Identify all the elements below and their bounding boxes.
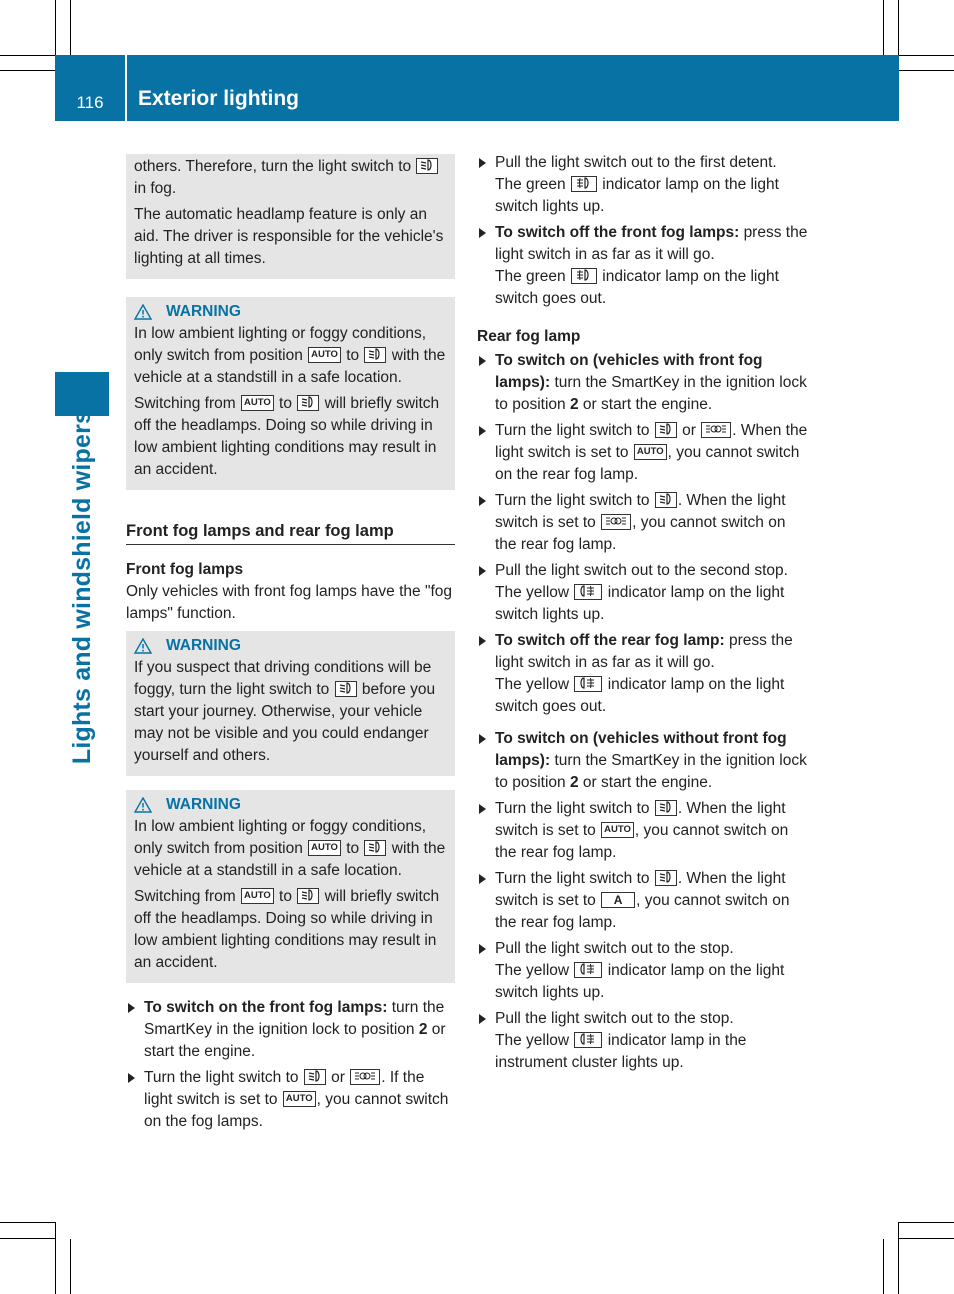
parking-lamps-symbol — [601, 514, 631, 530]
instruction-step: To switch on (vehicles with front fog lamps): turn the SmartKey in the ignition lock to position 2 or start the engine. — [477, 350, 809, 416]
crop-mark — [70, 0, 71, 55]
dipped-beam-symbol — [416, 158, 438, 174]
right-column — [477, 152, 809, 1078]
crop-mark — [899, 70, 954, 71]
dipped-beam-symbol — [655, 422, 677, 438]
instruction-step: Pull the light switch out to the stop. The yellow indicator lamp on the light switch lights up. — [477, 938, 809, 1004]
chapter-label: Lights and windshield wipers — [68, 409, 96, 765]
warning-box — [126, 790, 455, 983]
subsection-heading: Front fog lamps — [126, 561, 244, 578]
dipped-beam-symbol — [297, 395, 319, 411]
crop-mark — [0, 55, 55, 56]
instruction-step: Turn the light switch to . When the light switch is set to AUTO , you cannot switch on the rear fog lamp. — [477, 798, 809, 864]
warning-text: In low ambient lighting or foggy conditions, only switch from position AUTO to with the vehicle at a standstill in a safe location. — [134, 818, 446, 879]
step-arrow-icon — [128, 1003, 135, 1013]
warning-text: Switching from AUTO to will briefly switch off the headlamps. Doing so while driving in low ambient lighting conditions may result in an accident. — [134, 888, 440, 971]
step-arrow-icon — [479, 158, 486, 168]
crop-mark — [0, 1238, 55, 1239]
dipped-beam-symbol — [304, 1069, 326, 1085]
auto-symbol: AUTO — [308, 840, 341, 856]
front-fog-lamp-indicator-icon — [571, 268, 597, 284]
auto-symbol: AUTO — [241, 888, 274, 904]
dipped-beam-symbol — [655, 800, 677, 816]
instruction-step: Turn the light switch to or . When the light switch is set to AUTO , you cannot switch on the rear fog lamp. — [477, 420, 809, 486]
dipped-beam-symbol — [655, 492, 677, 508]
page-number: 116 — [76, 93, 104, 112]
left-column — [126, 154, 455, 1137]
dipped-beam-symbol — [655, 870, 677, 886]
body-text: Only vehicles with front fog lamps have the "fog lamps" function. — [126, 583, 452, 622]
intro-paragraph: The automatic headlamp feature is only an aid. The driver is responsible for the vehicle's lighting at all times. — [134, 206, 444, 267]
warning-box — [126, 297, 455, 490]
section-heading: Front fog lamps and rear fog lamp — [126, 520, 455, 545]
instruction-step: Pull the light switch out to the first detent. The green indicator lamp on the light switch lights up. — [477, 152, 809, 218]
step-arrow-icon — [479, 636, 486, 646]
step-arrow-icon — [479, 228, 486, 238]
step-arrow-icon — [479, 944, 486, 954]
header-divider — [125, 55, 127, 121]
step-arrow-icon — [479, 804, 486, 814]
crop-mark — [898, 1222, 899, 1294]
rear-fog-lamp-indicator-icon — [574, 962, 602, 978]
parking-lamps-symbol — [701, 422, 731, 438]
rear-fog-lamp-indicator-icon — [574, 1032, 602, 1048]
warning-text: Switching from AUTO to will briefly switch off the headlamps. Doing so while driving in low ambient lighting conditions may result in an accident. — [134, 395, 440, 478]
instruction-step: Turn the light switch to or . If the light switch is set to AUTO , you cannot switch on the fog lamps. — [126, 1067, 455, 1133]
dipped-beam-symbol — [297, 888, 319, 904]
crop-mark — [883, 1239, 884, 1294]
step-arrow-icon — [479, 734, 486, 744]
dipped-beam-symbol — [364, 347, 386, 363]
warning-text: In low ambient lighting or foggy conditions, only switch from position AUTO to with the vehicle at a standstill in a safe location. — [134, 325, 446, 386]
parking-lamps-symbol — [350, 1069, 380, 1085]
instruction-step: To switch off the rear fog lamp: press the light switch in as far as it will go. The yellow indicator lamp on the light switch goes out. — [477, 630, 809, 718]
auto-symbol: AUTO — [283, 1091, 316, 1107]
warning-heading: WARNING — [134, 794, 447, 816]
instruction-step: Pull the light switch out to the stop. The yellow indicator lamp in the instrument cluster lights up. — [477, 1008, 809, 1074]
step-arrow-icon — [479, 356, 486, 366]
a-position-symbol: A — [601, 892, 635, 908]
auto-symbol: AUTO — [601, 822, 634, 838]
front-fog-lamp-indicator-icon — [571, 176, 597, 192]
warning-heading: WARNING — [134, 301, 447, 323]
warning-triangle-icon — [134, 797, 152, 813]
step-arrow-icon — [479, 496, 486, 506]
crop-mark — [70, 1239, 71, 1294]
warning-box — [126, 631, 455, 776]
auto-symbol: AUTO — [308, 347, 341, 363]
crop-mark — [0, 1222, 55, 1223]
crop-mark — [899, 55, 954, 56]
dipped-beam-symbol — [364, 840, 386, 856]
crop-mark — [899, 1222, 954, 1223]
instruction-step: To switch off the front fog lamps: press the light switch in as far as it will go. The green indicator lamp on the light switch goes out. — [477, 222, 809, 310]
page-title: Exterior lighting — [138, 87, 300, 110]
crop-mark — [899, 1238, 954, 1239]
instruction-step: To switch on (vehicles without front fog lamps): turn the SmartKey in the ignition lock to position 2 or start the engine. — [477, 728, 809, 794]
instruction-step: Pull the light switch out to the second stop. The yellow indicator lamp on the light switch lights up. — [477, 560, 809, 626]
crop-mark — [0, 70, 55, 71]
rear-fog-lamp-indicator-icon — [574, 676, 602, 692]
warning-triangle-icon — [134, 304, 152, 320]
instruction-step: Turn the light switch to . When the light switch is set to , you cannot switch on the rear fog lamp. — [477, 490, 809, 556]
instruction-step: Turn the light switch to . When the light switch is set to A , you cannot switch on the rear fog lamp. — [477, 868, 809, 934]
step-arrow-icon — [479, 426, 486, 436]
instruction-step: To switch on the front fog lamps: turn the SmartKey in the ignition lock to position 2 or start the engine. — [126, 997, 455, 1063]
warning-heading: WARNING — [134, 635, 447, 657]
subsection-heading: Rear fog lamp — [477, 328, 581, 345]
dipped-beam-symbol — [335, 681, 357, 697]
crop-mark — [55, 1222, 56, 1294]
step-arrow-icon — [128, 1073, 135, 1083]
step-arrow-icon — [479, 1014, 486, 1024]
step-arrow-icon — [479, 874, 486, 884]
step-arrow-icon — [479, 566, 486, 576]
crop-mark — [883, 0, 884, 55]
rear-fog-lamp-indicator-icon — [574, 584, 602, 600]
warning-triangle-icon — [134, 638, 152, 654]
auto-symbol: AUTO — [634, 444, 667, 460]
intro-note-box — [126, 154, 455, 279]
warning-text: If you suspect that driving conditions will be foggy, turn the light switch to before you start your journey. Otherwise, your vehicle may not be visible and you could endanger yourself and others. — [134, 659, 436, 764]
auto-symbol: AUTO — [241, 395, 274, 411]
intro-paragraph: others. Therefore, turn the light switch to in fog. — [134, 156, 447, 200]
